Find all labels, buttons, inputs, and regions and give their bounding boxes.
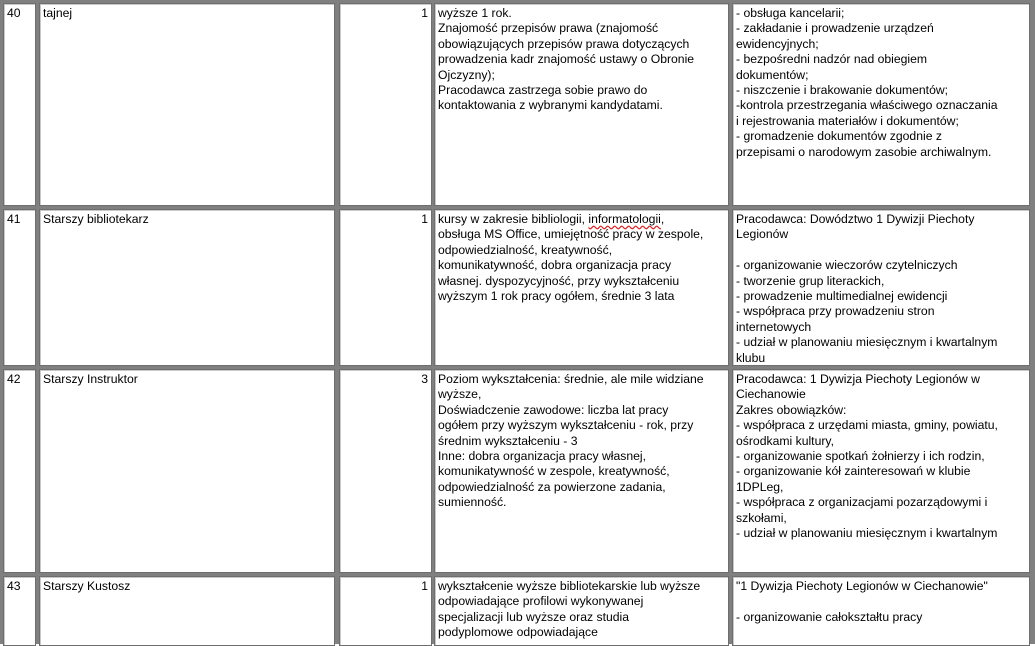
- duties-line: - obsługa kancelarii;: [736, 6, 845, 20]
- requirements-line: wyższe,: [438, 387, 482, 402]
- row-number-cell: [3, 576, 36, 646]
- requirements-line: własnej. dyspozycyjność, przy wykształceniu: [438, 273, 680, 288]
- requirements-line: kontaktowania z wybranymi kandydatami.: [438, 98, 663, 113]
- duties-line: - organizowanie kół zainteresowań w klubie: [736, 464, 971, 479]
- count-cell: [339, 3, 432, 206]
- duties-line: - niszczenie i brakowanie dokumentów;: [736, 83, 949, 98]
- requirements-line: Ojczyzny);: [438, 67, 495, 82]
- duties-cell: [732, 3, 1030, 206]
- requirements-line: Doświadczenie zawodowe: liczba lat pracy: [438, 402, 669, 417]
- requirements-line: wykształcenie wyższe bibliotekarskie lub wyższe: [438, 579, 701, 593]
- duties-line: dokumentów;: [736, 67, 809, 82]
- duties-line: - bezpośredni nadzór nad obiegiem: [736, 52, 928, 67]
- duties-line: szkołami,: [736, 510, 787, 525]
- duties-line: - organizowanie wieczorów czytelniczych: [736, 258, 958, 273]
- requirements-line: ogółem przy wyższym wykształceniu - rok, przy: [438, 418, 694, 433]
- duties-line: - udział w planowaniu miesięcznym i kwartalnym: [736, 335, 998, 350]
- duties-line: Zakres obowiązków:: [736, 402, 847, 417]
- count-cell: [339, 209, 432, 366]
- requirements-text: ,: [660, 212, 665, 226]
- requirements-line: wyższym 1 rok pracy ogółem, średnie 3 lata: [438, 289, 675, 304]
- duties-line: Pracodawca: 1 Dywizja Piechoty Legionów w: [736, 372, 980, 386]
- position-name: Starszy bibliotekarz: [43, 212, 149, 226]
- requirements-line: wyższe 1 rok.: [438, 6, 512, 20]
- position-cell: [39, 3, 335, 206]
- position-name: Starszy Instruktor: [43, 372, 138, 386]
- position-cell: [39, 209, 335, 366]
- requirements-line: odpowiedzialność za powierzone zadania,: [438, 479, 666, 494]
- duties-line: "1 Dywizja Piechoty Legionów w Ciechanowie": [736, 579, 988, 593]
- duties-blank-line: [736, 594, 1027, 609]
- duties-line: internetowych: [736, 319, 812, 334]
- duties-cell: [732, 209, 1030, 366]
- requirements-line: Pracodawca zastrzega sobie prawo do: [438, 83, 648, 98]
- row-number-cell: [3, 369, 36, 573]
- row-number: 43: [7, 579, 21, 593]
- duties-line: - współpraca z organizacjami pozarządowymi i: [736, 495, 988, 510]
- duties-line: 1DPLeg,: [736, 479, 784, 494]
- duties-line: -kontrola przestrzegania właściwego oznaczania: [736, 98, 998, 113]
- duties-line: - organizowanie spotkań żołnierzy i ich rodzin,: [736, 449, 985, 464]
- requirements-line: specjalizacji lub wyższe oraz studia: [438, 609, 630, 624]
- duties-line: - zakładanie i prowadzenie urządzeń: [736, 21, 934, 36]
- spellcheck-marked-word: informatologii: [588, 212, 661, 226]
- vacancy-count: 3: [421, 372, 428, 386]
- requirements-line: Znajomość przepisów prawa (znajomość: [438, 21, 659, 36]
- requirements-cell: [434, 369, 729, 573]
- position-name: tajnej: [43, 6, 73, 20]
- duties-line: Pracodawca: Dowództwo 1 Dywizji Piechoty: [736, 212, 975, 226]
- duties-line: Ciechanowie: [736, 387, 806, 402]
- requirements-line: odpowiedzialność, kreatywność,: [438, 242, 613, 257]
- row-number-cell: [3, 209, 36, 366]
- duties-line: - prowadzenie multimedialnej ewidencji: [736, 289, 948, 304]
- requirements-line: komunikatywność, dobra organizacja pracy: [438, 258, 672, 273]
- duties-line: - gromadzenie dokumentów zgodnie z: [736, 129, 942, 144]
- duties-line: przepisami o narodowym zasobie archiwalnym.: [736, 144, 992, 159]
- duties-line: Legionów: [736, 227, 789, 242]
- duties-cell: [732, 369, 1030, 573]
- row-number: 41: [7, 212, 21, 226]
- row-number: 40: [7, 6, 21, 20]
- requirements-cell: [434, 576, 729, 646]
- requirements-cell: [434, 209, 729, 366]
- duties-blank-line: [736, 243, 1027, 258]
- count-cell: [339, 576, 432, 646]
- duties-line: - udział w planowaniu miesięcznym i kwartalnym: [736, 526, 998, 541]
- requirements-line: Inne: dobra organizacja pracy własnej,: [438, 449, 646, 464]
- requirements-line: komunikatywność w zespole, kreatywność,: [438, 464, 670, 479]
- requirements-line: odpowiadające profilowi wykonywanej: [438, 594, 644, 609]
- requirements-line: średnim wykształceniu - 3: [438, 433, 578, 448]
- position-cell: [39, 369, 335, 573]
- row-number: 42: [7, 372, 21, 386]
- requirements-line: podyplomowe odpowiadające: [438, 625, 598, 640]
- duties-line: klubu: [736, 350, 766, 365]
- duties-line: ewidencyjnych;: [736, 36, 819, 51]
- requirements-cell: [434, 3, 729, 206]
- duties-line: i rejestrowania materiałów i dokumentów;: [736, 113, 959, 128]
- position-cell: [39, 576, 335, 646]
- requirements-line: [438, 212, 726, 227]
- vacancy-count: 1: [421, 579, 428, 593]
- vacancy-count: 1: [421, 212, 428, 226]
- count-cell: [339, 369, 432, 573]
- position-name: Starszy Kustosz: [43, 579, 131, 593]
- duties-line: - współpraca przy prowadzeniu stron: [736, 304, 935, 319]
- requirements-line: Poziom wykształcenia: średnie, ale mile widziane: [438, 372, 704, 386]
- row-number-cell: [3, 3, 36, 206]
- requirements-text: kursy w zakresie bibliologii,: [438, 212, 589, 226]
- requirements-line: obowiązujących przepisów prawa dotyczących: [438, 36, 690, 51]
- vacancy-count: 1: [421, 6, 428, 20]
- requirements-line: prowadzenia kadr znajomość ustawy o Obronie: [438, 52, 695, 67]
- duties-line: - współpraca z urzędami miasta, gminy, powiatu,: [736, 418, 998, 433]
- requirements-line: obsługa MS Office, umiejętność pracy w zespole,: [438, 227, 704, 242]
- duties-line: - organizowanie całokształtu pracy: [736, 609, 923, 624]
- duties-line: - tworzenie grup literackich,: [736, 273, 885, 288]
- requirements-line: sumienność.: [438, 495, 507, 510]
- duties-line: ośrodkami kultury,: [736, 433, 834, 448]
- duties-cell: [732, 576, 1030, 646]
